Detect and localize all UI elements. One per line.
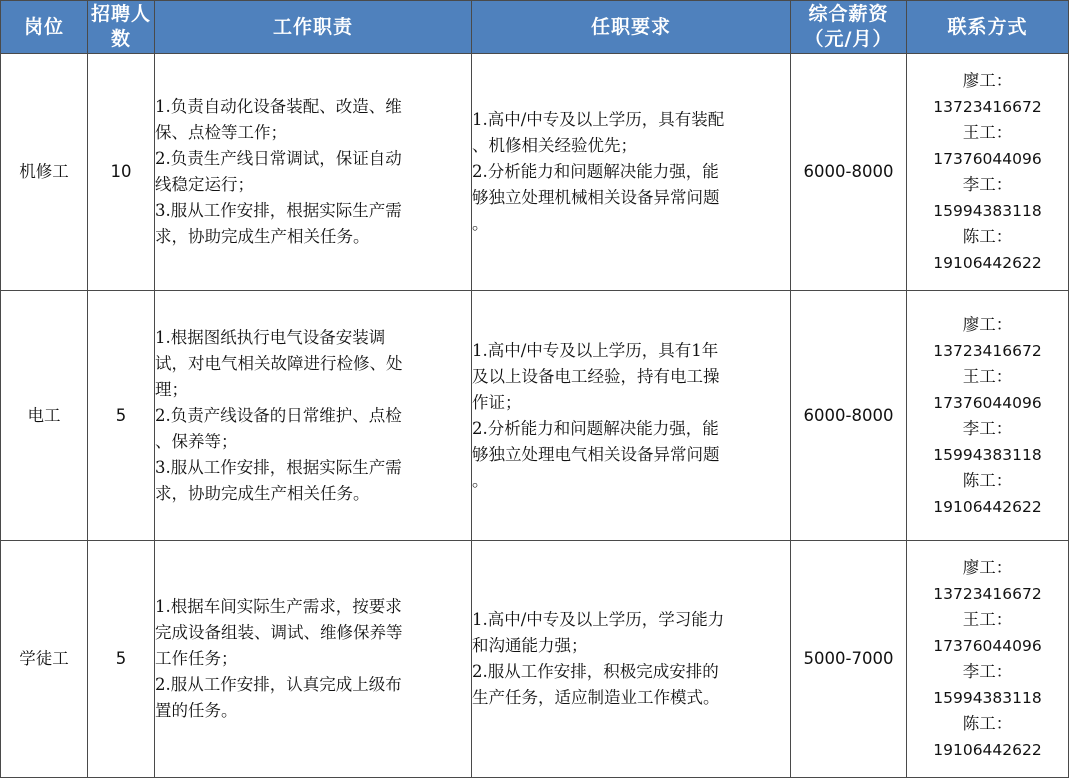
table-row bbox=[1, 291, 1069, 541]
duty-line: 完成设备组装、调试、维修保养等 bbox=[155, 623, 403, 642]
header-salary-line1: 综合薪资 bbox=[808, 3, 889, 25]
duty-line: 求，协助完成生产相关任务。 bbox=[155, 227, 370, 246]
duty-line: 2.负责产线设备的日常维护、点检 bbox=[155, 405, 402, 425]
duty-line: 1.根据车间实际生产需求，按要求 bbox=[155, 597, 402, 616]
contact-name: 廖工： bbox=[962, 71, 1013, 90]
contact-name: 李工： bbox=[962, 418, 1013, 438]
position-cell: 机修工 bbox=[1, 54, 88, 291]
requirement-line: 。 bbox=[472, 214, 489, 233]
contact-phone: 17376044096 bbox=[933, 150, 1042, 168]
salary-cell: 6000-8000 bbox=[791, 54, 907, 291]
contact-name: 陈工： bbox=[962, 470, 1013, 490]
requirement-line: 、机修相关经验优先； bbox=[472, 136, 637, 155]
header-count-line2: 数 bbox=[110, 28, 131, 50]
requirement-line: 1.高中/中专及以上学历，学习能力 bbox=[472, 610, 725, 629]
contact-name: 王工： bbox=[962, 366, 1013, 386]
header-count bbox=[88, 1, 155, 54]
requirements-cell bbox=[472, 291, 791, 541]
count-cell: 5 bbox=[88, 541, 155, 778]
requirement-line: 够独立处理机械相关设备异常问题 bbox=[472, 188, 720, 207]
salary-cell: 6000-8000 bbox=[791, 291, 907, 541]
contact-cell bbox=[907, 291, 1069, 541]
contact-name: 廖工： bbox=[962, 558, 1013, 577]
contact-phone: 13723416672 bbox=[933, 98, 1042, 116]
duty-line: 3.服从工作安排，根据实际生产需 bbox=[155, 457, 402, 477]
duty-line: 3.服从工作安排，根据实际生产需 bbox=[155, 201, 402, 220]
contact-phone: 13723416672 bbox=[933, 585, 1042, 603]
header-row bbox=[1, 1, 1069, 54]
salary-cell: 5000-7000 bbox=[791, 541, 907, 778]
duties-cell bbox=[155, 541, 472, 778]
contact-name: 廖工： bbox=[962, 314, 1013, 334]
position-cell: 电工 bbox=[1, 291, 88, 541]
header-count-line1: 招聘人 bbox=[90, 3, 151, 25]
contact-name: 李工： bbox=[962, 175, 1013, 194]
duty-line: 保、点检等工作； bbox=[155, 123, 287, 142]
requirement-line: 和沟通能力强； bbox=[472, 636, 588, 655]
contact-phone: 15994383118 bbox=[933, 689, 1042, 707]
duty-line: 1.负责自动化设备装配、改造、维 bbox=[155, 97, 402, 116]
contact-phone: 19106442622 bbox=[933, 741, 1042, 759]
table-row bbox=[1, 54, 1069, 291]
requirement-line: 够独立处理电气相关设备异常问题 bbox=[472, 444, 720, 464]
requirement-line: 生产任务，适应制造业工作模式。 bbox=[472, 688, 720, 707]
count-cell: 5 bbox=[88, 291, 155, 541]
contact-name: 陈工： bbox=[962, 227, 1013, 246]
contact-phone: 19106442622 bbox=[933, 497, 1042, 516]
header-duties: 工作职责 bbox=[155, 1, 472, 54]
header-salary-line2: （元/月） bbox=[804, 28, 893, 50]
contact-cell bbox=[907, 54, 1069, 291]
table-row bbox=[1, 541, 1069, 778]
contact-name: 李工： bbox=[962, 662, 1013, 681]
requirement-line: 作证； bbox=[472, 392, 522, 412]
requirement-line: 2.服从工作安排，积极完成安排的 bbox=[472, 662, 719, 681]
contact-phone: 15994383118 bbox=[933, 445, 1042, 464]
duty-line: 1.根据图纸执行电气设备安装调 bbox=[155, 327, 386, 347]
contact-name: 王工： bbox=[962, 123, 1013, 142]
duty-line: 置的任务。 bbox=[155, 701, 238, 720]
count-cell: 10 bbox=[88, 54, 155, 291]
duty-line: 、保养等； bbox=[155, 431, 238, 451]
requirement-line: 2.分析能力和问题解决能力强，能 bbox=[472, 162, 719, 181]
header-salary bbox=[791, 1, 907, 54]
duty-line: 工作任务； bbox=[155, 649, 238, 668]
requirements-cell bbox=[472, 54, 791, 291]
requirement-line: 。 bbox=[472, 470, 489, 490]
contact-phone: 13723416672 bbox=[933, 341, 1042, 360]
contact-phone: 15994383118 bbox=[933, 202, 1042, 220]
duties-cell bbox=[155, 54, 472, 291]
requirement-line: 及以上设备电工经验，持有电工操 bbox=[472, 366, 720, 386]
header-contact: 联系方式 bbox=[907, 1, 1069, 54]
header-requirements: 任职要求 bbox=[472, 1, 791, 54]
requirement-line: 1.高中/中专及以上学历，具有1年 bbox=[472, 340, 719, 360]
contact-phone: 17376044096 bbox=[933, 393, 1042, 412]
contact-cell bbox=[907, 541, 1069, 778]
header-position: 岗位 bbox=[1, 1, 88, 54]
contact-phone: 17376044096 bbox=[933, 637, 1042, 655]
contact-name: 王工： bbox=[962, 610, 1013, 629]
duties-cell bbox=[155, 291, 472, 541]
position-cell: 学徒工 bbox=[1, 541, 88, 778]
duty-line: 理； bbox=[155, 379, 188, 399]
duty-line: 线稳定运行； bbox=[155, 175, 254, 194]
duty-line: 求，协助完成生产相关任务。 bbox=[155, 483, 370, 503]
duty-line: 试，对电气相关故障进行检修、处 bbox=[155, 353, 403, 373]
requirement-line: 2.分析能力和问题解决能力强，能 bbox=[472, 418, 719, 438]
contact-name: 陈工： bbox=[962, 714, 1013, 733]
contact-phone: 19106442622 bbox=[933, 254, 1042, 272]
duty-line: 2.负责生产线日常调试，保证自动 bbox=[155, 149, 402, 168]
requirements-cell bbox=[472, 541, 791, 778]
duty-line: 2.服从工作安排，认真完成上级布 bbox=[155, 675, 402, 694]
requirement-line: 1.高中/中专及以上学历，具有装配 bbox=[472, 110, 725, 129]
